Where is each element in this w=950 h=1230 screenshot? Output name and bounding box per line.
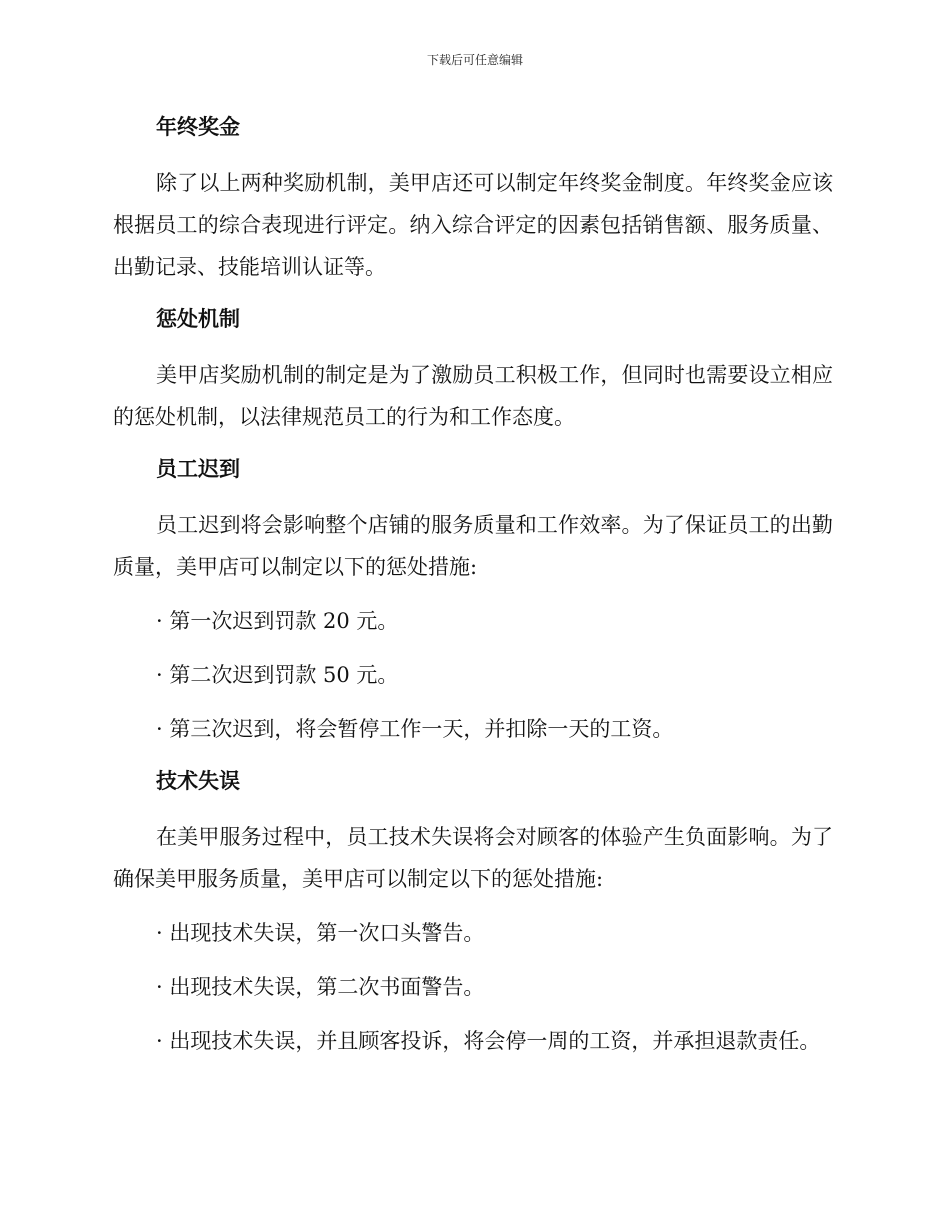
list-item-technical-error-1: · 出现技术失误，第一次口头警告。 <box>156 921 485 945</box>
page-header: 下载后可任意编辑 <box>426 53 523 67</box>
list-item-lateness-2: · 第二次迟到罚款 50 元。 <box>156 663 399 687</box>
section-heading-penalty-mechanism: 惩处机制 <box>156 307 240 331</box>
section-heading-technical-error: 技术失误 <box>156 769 240 793</box>
list-item-lateness-3: · 第三次迟到，将会暂停工作一天，并扣除一天的工资。 <box>156 717 674 741</box>
paragraph-technical-error: 在美甲服务过程中，员工技术失误将会对顾客的体验产生负面影响。为了确保美甲服务质量，美甲店可以制定以下的惩处措施: <box>113 825 833 891</box>
list-item-lateness-1: · 第一次迟到罚款 20 元。 <box>156 609 399 633</box>
paragraph-penalty-mechanism: 美甲店奖励机制的制定是为了激励员工积极工作，但同时也需要设立相应的惩处机制，以法律规范员工的行为和工作态度。 <box>113 363 833 429</box>
paragraph-employee-lateness: 员工迟到将会影响整个店铺的服务质量和工作效率。为了保证员工的出勤质量，美甲店可以制定以下的惩处措施: <box>113 513 833 579</box>
list-item-technical-error-2: · 出现技术失误，第二次书面警告。 <box>156 975 485 999</box>
list-item-technical-error-3: · 出现技术失误，并且顾客投诉，将会停一周的工资，并承担退款责任。 <box>156 1029 821 1053</box>
section-heading-employee-lateness: 员工迟到 <box>156 457 240 481</box>
document-body <box>113 108 833 1074</box>
section-heading-year-end-bonus: 年终奖金 <box>156 115 240 139</box>
paragraph-year-end-bonus: 除了以上两种奖励机制，美甲店还可以制定年终奖金制度。年终奖金应该根据员工的综合表现进行评定。纳入综合评定的因素包括销售额、服务质量、出勤记录、技能培训认证等。 <box>113 171 833 279</box>
